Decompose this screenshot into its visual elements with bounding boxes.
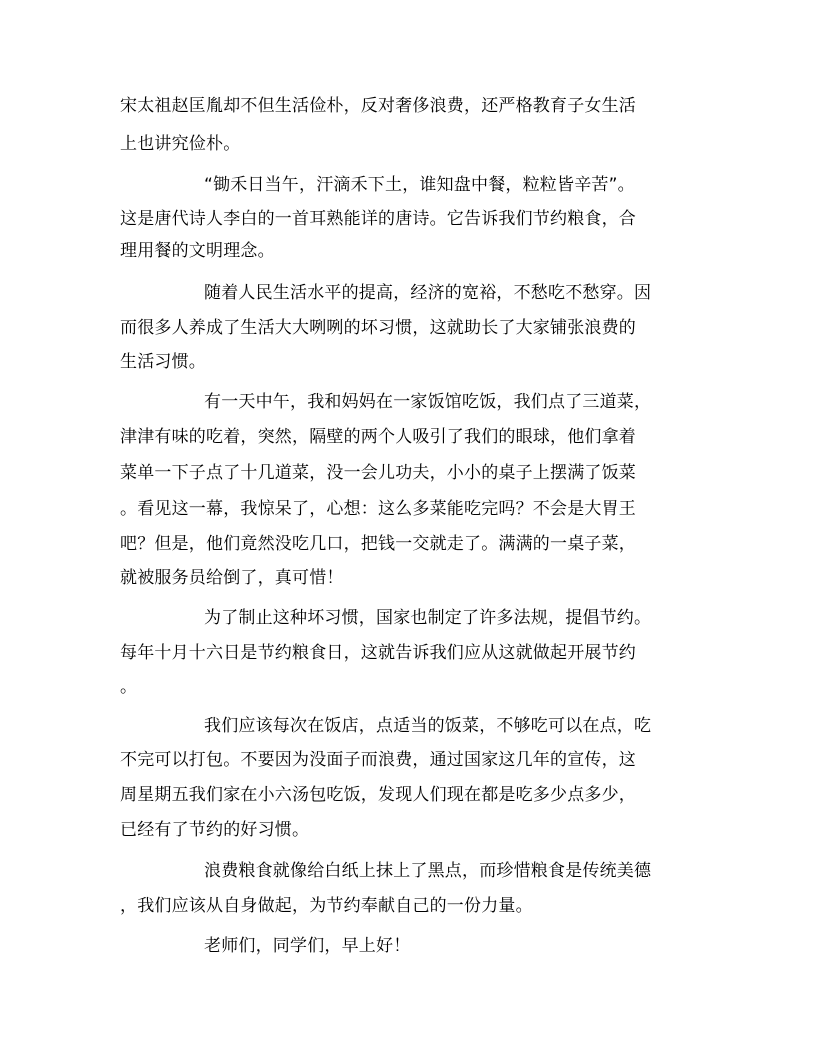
text-line: 有一天中午，我和妈妈在一家饭馆吃饭，我们点了三道菜， <box>204 392 652 412</box>
text-line: 老师们，同学们，早上好！ <box>204 936 411 956</box>
text-line: ，我们应该从自身做起，为节约奉献自己的一份力量。 <box>120 896 533 916</box>
text-line: 宋太祖赵匡胤却不但生活俭朴，反对奢侈浪费，还严格教育子女生活 <box>120 96 636 116</box>
text-line: 就被服务员给倒了，真可惜！ <box>120 568 344 588</box>
text-line: 为了制止这种坏习惯，国家也制定了许多法规，提倡节约。 <box>204 608 652 628</box>
text-line: 生活习惯。 <box>120 352 206 372</box>
text-line: 津津有味的吃着，突然，隔壁的两个人吸引了我们的眼球，他们拿着 <box>120 427 636 447</box>
text-line: 上也讲究俭朴。 <box>120 134 241 154</box>
text-line: 已经有了节约的好习惯。 <box>120 820 310 840</box>
text-line: 。 <box>120 677 138 697</box>
text-line: “锄禾日当午，汗滴禾下土，谁知盘中餐，粒粒皆辛苦”。 <box>204 175 635 195</box>
text-line: 不完可以打包。不要因为没面子而浪费，通过国家这几年的宣传，这 <box>120 750 636 770</box>
text-line: 理用餐的文明理念。 <box>120 241 275 261</box>
text-line: 而很多人养成了生活大大咧咧的坏习惯，这就助长了大家铺张浪费的 <box>120 318 636 338</box>
text-line: 。看见这一幕，我惊呆了，心想：这么多菜能吃完吗？不会是大胃王 <box>120 499 636 519</box>
text-line: 周星期五我们家在小六汤包吃饭，发现人们现在都是吃多少点多少， <box>120 785 636 805</box>
text-line: 我们应该每次在饭店，点适当的饭菜，不够吃可以在点，吃 <box>204 716 652 736</box>
text-line: 每年十月十六日是节约粮食日，这就告诉我们应从这就做起开展节约 <box>120 643 636 663</box>
text-line: 这是唐代诗人李白的一首耳熟能详的唐诗。它告诉我们节约粮食，合 <box>120 209 636 229</box>
text-line: 浪费粮食就像给白纸上抹上了黑点，而珍惜粮食是传统美德 <box>204 861 652 881</box>
text-line: 菜单一下子点了十几道菜，没一会儿功夫，小小的桌子上摆满了饭菜 <box>120 463 636 483</box>
text-line: 随着人民生活水平的提高，经济的宽裕，不愁吃不愁穿。因 <box>204 283 652 303</box>
text-line: 吧？但是，他们竟然没吃几口，把钱一交就走了。满满的一桌子菜， <box>120 534 636 554</box>
